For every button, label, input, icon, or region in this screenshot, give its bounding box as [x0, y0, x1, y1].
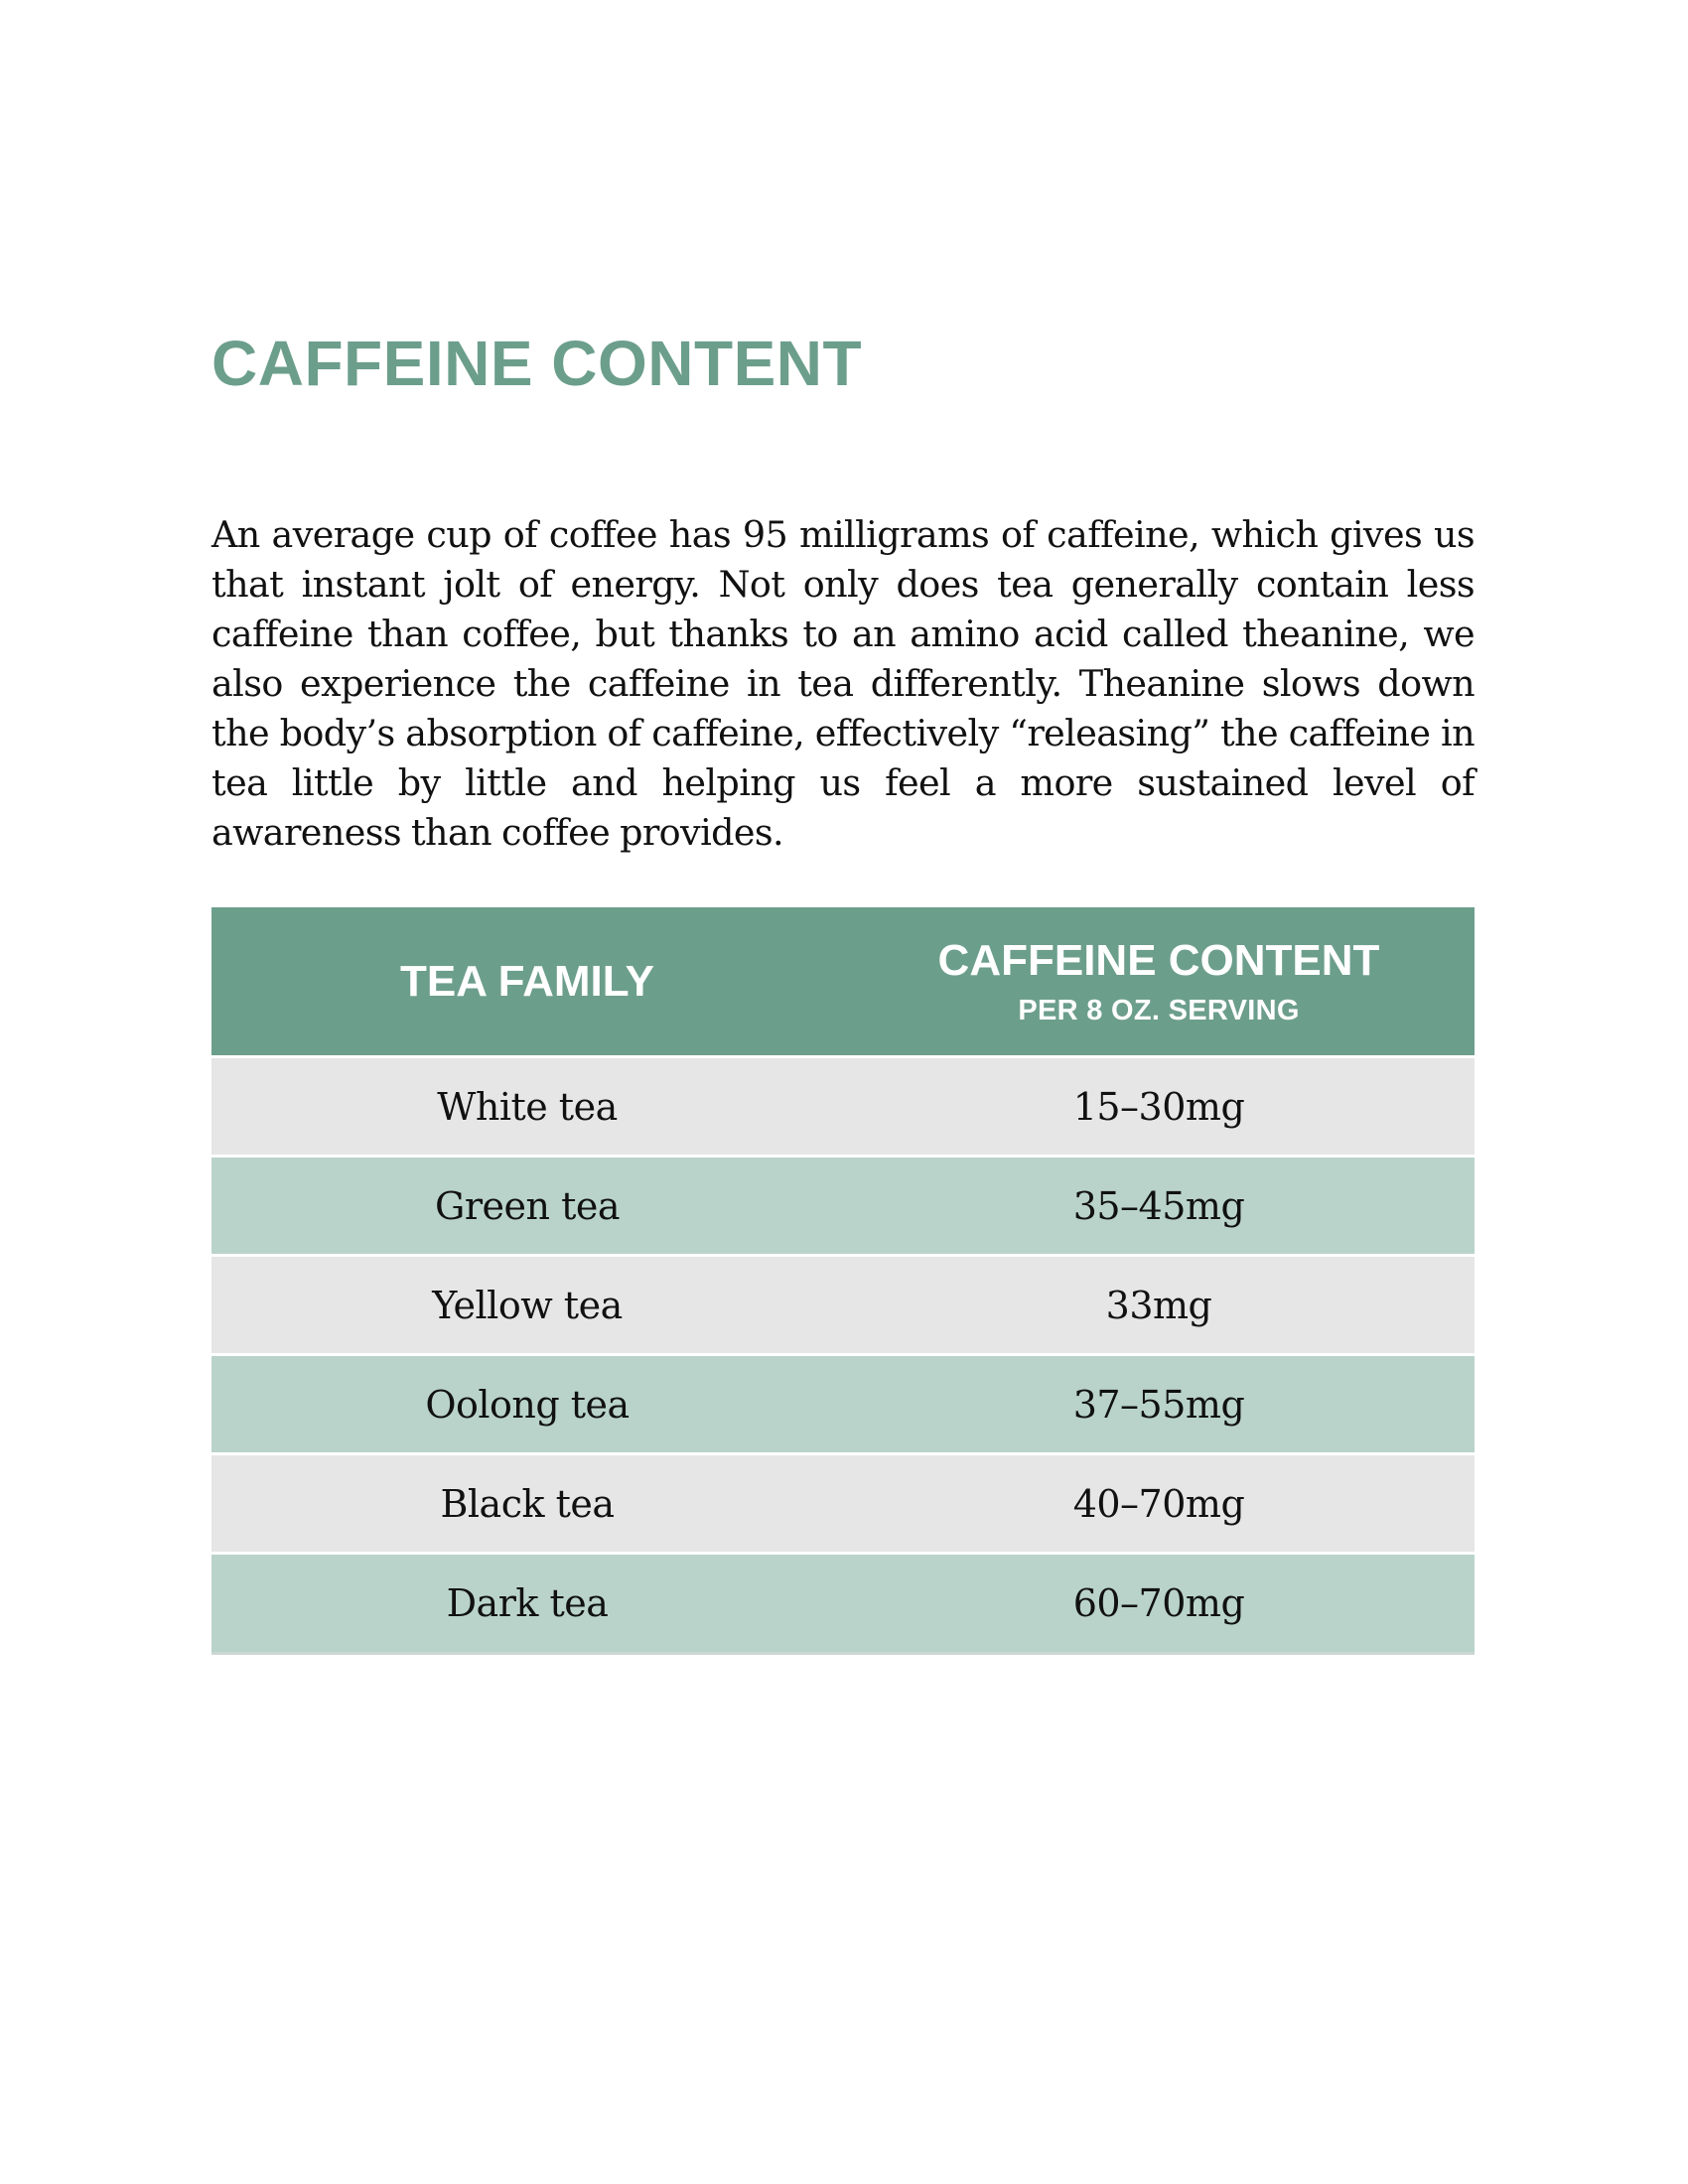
table-row — [211, 1257, 1475, 1356]
tea-family-cell: Black tea — [440, 1481, 615, 1526]
table-row — [211, 1058, 1475, 1158]
header-caffeine-content — [843, 907, 1475, 1055]
table-row — [211, 1555, 1475, 1654]
table-row — [211, 1158, 1475, 1257]
table-row — [211, 1455, 1475, 1555]
caffeine-table — [211, 907, 1475, 1654]
tea-family-cell: Green tea — [435, 1183, 620, 1228]
tea-family-cell: Dark tea — [446, 1581, 609, 1625]
intro-paragraph: An average cup of coffee has 95 milligrams of caffeine, which gives us that instant jolt of energy. Not only does tea generally contain less caffeine than coffee, but thanks to an amino acid called theanine, we also experience the caffeine in tea differently. Theanine slows down the body’s absorption of caffeine, effectively “releasing” the caffeine in tea little by little and helping us feel a more sustained level of awareness than coffee provides. — [211, 513, 1475, 854]
header-tea-family-label: TEA FAMILY — [400, 956, 654, 1006]
caffeine-cell: 40–70mg — [1072, 1481, 1245, 1526]
caffeine-cell: 60–70mg — [1072, 1581, 1245, 1625]
page-title: CAFFEINE CONTENT — [211, 328, 863, 399]
caffeine-cell: 15–30mg — [1072, 1084, 1245, 1129]
caffeine-cell: 37–55mg — [1072, 1382, 1245, 1427]
table-row — [211, 1356, 1475, 1455]
header-serving-size-label: PER 8 OZ. SERVING — [1018, 994, 1300, 1026]
tea-family-cell: Yellow tea — [432, 1283, 623, 1327]
table-header — [211, 907, 1475, 1058]
header-caffeine-content-label: CAFFEINE CONTENT — [937, 935, 1380, 985]
caffeine-cell: 33mg — [1105, 1283, 1212, 1327]
caffeine-cell: 35–45mg — [1072, 1183, 1245, 1228]
tea-family-cell: Oolong tea — [425, 1382, 630, 1427]
tea-family-cell: White tea — [437, 1084, 618, 1129]
header-tea-family — [211, 907, 843, 1055]
